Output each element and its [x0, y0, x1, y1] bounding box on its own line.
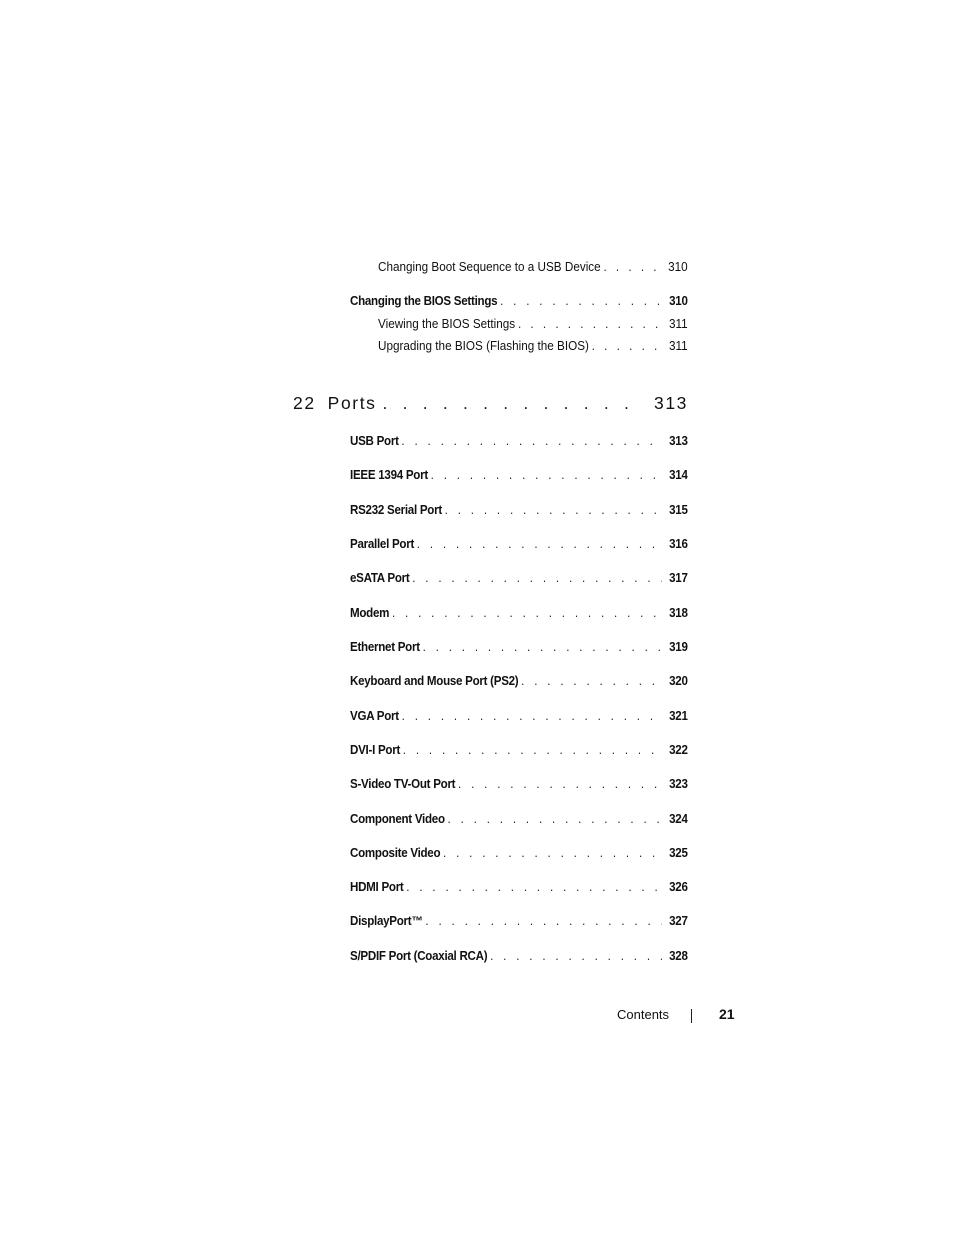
toc-entry-page: 318 — [669, 606, 688, 620]
toc-entry-page: 317 — [669, 571, 688, 585]
toc-entry-label: S/PDIF Port (Coaxial RCA) — [350, 949, 488, 963]
toc-entry-page: 321 — [669, 709, 688, 723]
toc-entry-page: 316 — [669, 537, 688, 551]
toc-entry-label: VGA Port — [350, 709, 399, 723]
dot-leader — [383, 393, 644, 414]
footer-divider — [691, 1009, 692, 1023]
toc-entry-label: Parallel Port — [350, 537, 415, 551]
toc-entry-label: DisplayPort™ — [350, 914, 423, 928]
toc-entry-upgrading-bios[interactable] — [378, 339, 688, 353]
dot-leader — [521, 674, 662, 688]
toc-entry-page: 311 — [669, 339, 688, 353]
toc-entry-label: Composite Video — [350, 846, 441, 860]
toc-entry-label: RS232 Serial Port — [350, 503, 442, 517]
toc-entry-label: Changing Boot Sequence to a USB Device — [378, 260, 601, 274]
toc-entry-changing-bios-settings[interactable] — [350, 294, 688, 308]
dot-leader — [431, 468, 662, 482]
toc-entry-label: S-Video TV-Out Port — [350, 777, 456, 791]
toc-entry-page: 324 — [669, 812, 688, 826]
chapter-number: 22 — [293, 393, 316, 413]
footer-page-number: 21 — [719, 1006, 735, 1022]
toc-entry-page: 327 — [669, 914, 688, 928]
toc-entry-displayport[interactable] — [350, 914, 688, 928]
toc-chapter-ports[interactable] — [293, 393, 688, 414]
toc-entry-page: 315 — [669, 503, 688, 517]
toc-entry-page: 323 — [669, 777, 688, 791]
toc-entry-label: DVI-I Port — [350, 743, 401, 757]
toc-entry-ieee-1394-port[interactable] — [350, 468, 688, 482]
footer-section-title: Contents — [617, 1007, 670, 1022]
toc-entry-page: 322 — [669, 743, 688, 757]
toc-entry-modem[interactable] — [350, 606, 688, 620]
dot-leader — [490, 949, 662, 963]
toc-entry-label: Modem — [350, 606, 390, 620]
toc-entry-composite-video[interactable] — [350, 846, 688, 860]
toc-entry-usb-port[interactable] — [350, 434, 688, 448]
toc-entry-label: Upgrading the BIOS (Flashing the BIOS) — [378, 339, 589, 353]
toc-entry-esata-port[interactable] — [350, 571, 688, 585]
toc-entry-s-video-port[interactable] — [350, 777, 688, 791]
toc-entry-label: Changing the BIOS Settings — [350, 294, 498, 308]
toc-entry-page: 319 — [669, 640, 688, 654]
toc-entry-label: IEEE 1394 Port — [350, 468, 428, 482]
dot-leader — [518, 317, 662, 331]
dot-leader — [392, 606, 662, 620]
dot-leader — [443, 846, 662, 860]
toc-entry-label: Ethernet Port — [350, 640, 420, 654]
dot-leader — [403, 743, 662, 757]
page-footer — [600, 1005, 740, 1027]
toc-entry-label: Keyboard and Mouse Port (PS2) — [350, 674, 519, 688]
toc-entry-page: 326 — [669, 880, 688, 894]
toc-entry-ethernet-port[interactable] — [350, 640, 688, 654]
dot-leader — [402, 709, 662, 723]
toc-entry-label: Viewing the BIOS Settings — [378, 317, 516, 331]
chapter-title: Ports — [327, 393, 377, 413]
dot-leader — [603, 260, 660, 274]
dot-leader — [592, 339, 662, 353]
toc-entry-label: eSATA Port — [350, 571, 410, 585]
toc-entry-page: 311 — [669, 317, 688, 331]
dot-leader — [458, 777, 662, 791]
toc-entry-parallel-port[interactable] — [350, 537, 688, 551]
toc-entry-page: 314 — [669, 468, 688, 482]
toc-entry-label: USB Port — [350, 434, 399, 448]
toc-entry-label: Component Video — [350, 812, 445, 826]
toc-entry-hdmi-port[interactable] — [350, 880, 688, 894]
toc-entry-page: 325 — [669, 846, 688, 860]
dot-leader — [445, 503, 662, 517]
dot-leader — [448, 812, 662, 826]
dot-leader — [425, 914, 661, 928]
toc-entry-dvi-i-port[interactable] — [350, 743, 688, 757]
toc-entry-spdif-port[interactable] — [350, 949, 688, 963]
toc-entry-label: HDMI Port — [350, 880, 404, 894]
toc-entry-rs232-serial-port[interactable] — [350, 503, 688, 517]
toc-entry-page: 313 — [669, 434, 688, 448]
dot-leader — [406, 880, 661, 894]
toc-entry-viewing-bios-settings[interactable] — [378, 317, 688, 331]
toc-entry-keyboard-mouse-port[interactable] — [350, 674, 688, 688]
dot-leader — [412, 571, 662, 585]
dot-leader — [500, 294, 662, 308]
chapter-page: 313 — [654, 393, 688, 413]
toc-entry-page: 310 — [669, 294, 688, 308]
toc-entry-page: 328 — [669, 949, 688, 963]
toc-entry-page: 310 — [668, 260, 688, 274]
toc-entry-page: 320 — [669, 674, 688, 688]
toc-entry-component-video[interactable] — [350, 812, 688, 826]
dot-leader — [417, 537, 662, 551]
dot-leader — [423, 640, 662, 654]
toc-entry-boot-sequence-usb[interactable] — [378, 260, 688, 274]
toc-entry-vga-port[interactable] — [350, 709, 688, 723]
dot-leader — [401, 434, 661, 448]
